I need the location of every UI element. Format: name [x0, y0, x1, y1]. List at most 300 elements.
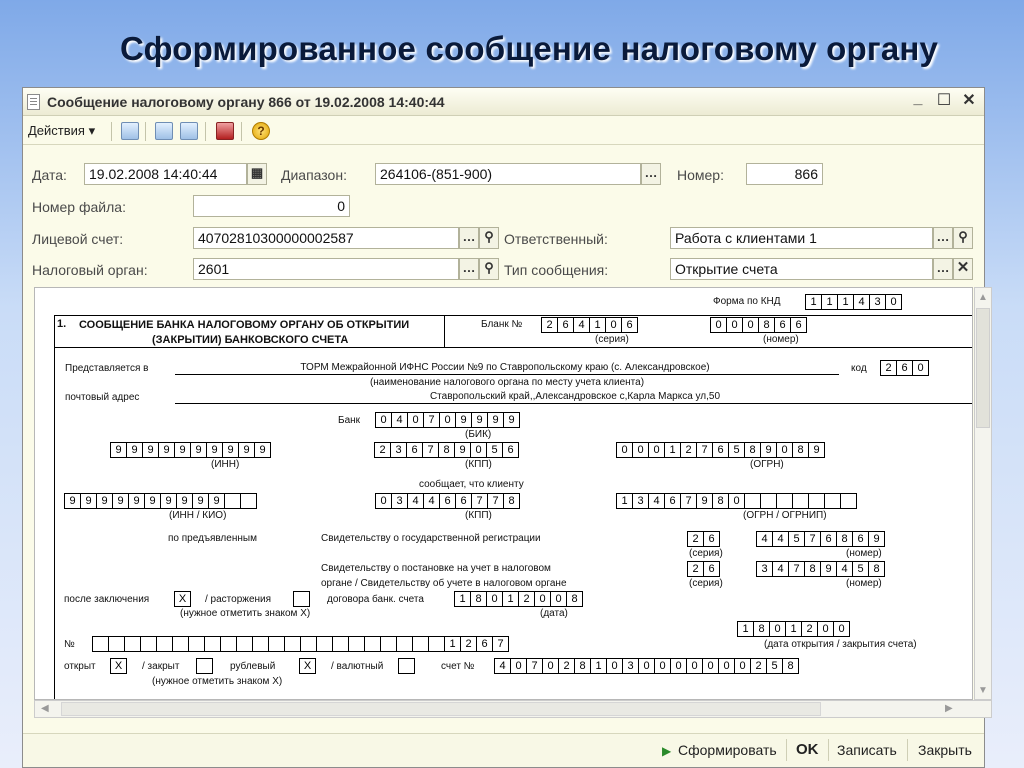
form-cell: 9	[112, 493, 129, 509]
form-cell: 6	[774, 317, 791, 333]
form-cell: 0	[670, 658, 687, 674]
form-cell: 9	[455, 412, 472, 428]
form-cell: 8	[836, 531, 853, 547]
form-cell: 2	[460, 636, 477, 652]
slide-title: Сформированное сообщение налоговому органу	[120, 30, 939, 67]
form-cell: 8	[804, 561, 821, 577]
number-field[interactable]: 866	[746, 163, 823, 185]
reg-series-caption: (серия)	[689, 548, 723, 559]
form-cell: 8	[792, 442, 809, 458]
scroll-down-icon[interactable]: ▼	[978, 685, 988, 696]
responsible-label: Ответственный:	[504, 231, 608, 247]
form-cell: 2	[541, 317, 558, 333]
tax-reg-series-cells	[687, 561, 720, 577]
form-cell	[760, 493, 777, 509]
form-cell: 4	[494, 658, 511, 674]
termination-mark-cell	[293, 591, 310, 607]
window-titlebar	[23, 88, 984, 116]
form-cell: 0	[718, 658, 735, 674]
form-cell	[808, 493, 825, 509]
form-cell	[364, 636, 381, 652]
form-cell: 9	[174, 442, 191, 458]
form-cell: 9	[487, 412, 504, 428]
opened-label: открыт	[64, 661, 96, 672]
presented-label: по предъявленным	[168, 533, 257, 544]
bank-label: Банк	[338, 415, 361, 426]
form-cell: 9	[144, 493, 161, 509]
ok-button[interactable]: OK	[796, 741, 819, 758]
form-cell: 5	[486, 442, 503, 458]
form-cell: 6	[502, 442, 519, 458]
client-ogrn-caption: (ОГРН / ОГРНИП)	[743, 510, 827, 521]
form-cell: 9	[110, 442, 127, 458]
form-cell	[792, 493, 809, 509]
bik-caption: (БИК)	[465, 429, 492, 440]
client-kpp-caption: (КПП)	[465, 510, 492, 521]
form-cell: 6	[703, 531, 720, 547]
form-cell: 4	[772, 561, 789, 577]
knd-cells	[805, 294, 902, 310]
no-label: №	[64, 639, 75, 650]
reports-client-label: сообщает, что клиенту	[419, 479, 524, 490]
form-cell: 8	[758, 317, 775, 333]
form-cell: 5	[766, 658, 783, 674]
form-cell: 9	[158, 442, 175, 458]
range-label: Диапазон:	[281, 167, 347, 183]
form-cell: 7	[422, 442, 439, 458]
form-cell: 0	[439, 412, 456, 428]
ruble-label: рублевый	[230, 661, 276, 672]
kpp-caption: (КПП)	[465, 459, 492, 470]
form-cell: 0	[833, 621, 850, 637]
msg-type-field[interactable]: Открытие счета	[670, 258, 933, 280]
generate-button[interactable]: Сформировать	[678, 742, 777, 758]
form-cell: 3	[869, 294, 886, 310]
form-cell	[172, 636, 189, 652]
form-cell	[156, 636, 173, 652]
kod-label: код	[851, 363, 867, 374]
form-cell	[240, 493, 257, 509]
help-icon[interactable]: ?	[252, 122, 270, 140]
form-cell: 2	[374, 442, 391, 458]
form-cell: 3	[756, 561, 773, 577]
client-kpp-cells	[375, 493, 520, 509]
date-label: Дата:	[32, 167, 67, 183]
form-cell: 0	[632, 442, 649, 458]
form-cell: 1	[785, 621, 802, 637]
form-cell: 9	[820, 561, 837, 577]
form-cell: 3	[622, 658, 639, 674]
section-number: 1.	[57, 318, 67, 330]
form-cell: 4	[407, 493, 424, 509]
kpp-cells	[374, 442, 519, 458]
form-cell	[348, 636, 365, 652]
form-cell: 2	[687, 531, 704, 547]
after-mark-cell: X	[174, 591, 191, 607]
postal-label: почтовый адрес	[65, 392, 140, 403]
form-cell: 9	[222, 442, 239, 458]
form-cell: 9	[471, 412, 488, 428]
ogrn-caption: (ОГРН)	[750, 459, 784, 470]
form-cell: 8	[566, 591, 583, 607]
form-cell: 4	[836, 561, 853, 577]
account-no-label: счет №	[441, 661, 475, 672]
blank-number-caption: (номер)	[763, 334, 799, 345]
form-cell	[92, 636, 109, 652]
currency-label: / валютный	[331, 661, 384, 672]
open-date-caption: (дата открытия / закрытия счета)	[764, 639, 917, 650]
form-cell: 9	[238, 442, 255, 458]
form-cell	[204, 636, 221, 652]
form-cell: 9	[128, 493, 145, 509]
blank-series-cells	[541, 317, 638, 333]
tax-org-caption: (наименование налогового органа по месту учета клиента)	[369, 377, 645, 388]
inn-caption: (ИНН)	[211, 459, 240, 470]
form-cell: 0	[616, 442, 633, 458]
bottom-bar	[23, 733, 984, 767]
form-cell: 9	[80, 493, 97, 509]
form-cell: 1	[664, 442, 681, 458]
form-cell	[268, 636, 285, 652]
form-cell: 9	[760, 442, 777, 458]
form-cell: 7	[788, 561, 805, 577]
form-cell: 8	[712, 493, 729, 509]
ruble-mark-cell: X	[299, 658, 316, 674]
form-cell: 0	[728, 493, 745, 509]
form-cell	[840, 493, 857, 509]
form-cell: 8	[503, 493, 520, 509]
form-cell: 8	[753, 621, 770, 637]
reg-number-cells	[756, 531, 885, 547]
form-cell: 8	[782, 658, 799, 674]
form-cell: 9	[142, 442, 159, 458]
form-cell: 6	[712, 442, 729, 458]
form-cell: 2	[518, 591, 535, 607]
toolbar	[23, 117, 984, 145]
tax-reg-line-2: органе / Свидетельству об учете в налоговом органе	[321, 578, 567, 589]
opened-mark-cell: X	[110, 658, 127, 674]
window-title: Сообщение налоговому органу 866 от 19.02.2008 14:40:44	[47, 94, 445, 110]
form-cell: 0	[648, 442, 665, 458]
client-ogrn-cells	[616, 493, 857, 509]
blank-number-cells	[710, 317, 807, 333]
calendar-icon[interactable]: ▦	[247, 163, 267, 185]
form-cell	[428, 636, 445, 652]
msg-type-clear-icon[interactable]: ✕	[953, 258, 973, 280]
form-cell: 7	[487, 493, 504, 509]
form-cell: 3	[390, 442, 407, 458]
form-cell	[236, 636, 253, 652]
close-window-button[interactable]: ✕	[962, 92, 976, 109]
form-heading-1: СООБЩЕНИЕ БАНКА НАЛОГОВОМУ ОРГАНУ ОБ ОТКРЫТИИ	[79, 319, 410, 331]
post-document-icon[interactable]	[121, 122, 139, 140]
closed-mark-cell	[196, 658, 213, 674]
currency-mark-cell	[398, 658, 415, 674]
contract-date-cells	[454, 591, 583, 607]
form-cell: 1	[805, 294, 822, 310]
tax-org-search-icon[interactable]: ⚲	[479, 258, 499, 280]
form-cell: 0	[534, 591, 551, 607]
form-cell: 2	[687, 561, 704, 577]
form-cell	[776, 493, 793, 509]
horizontal-scroll-thumb[interactable]	[61, 702, 821, 716]
form-cell	[396, 636, 413, 652]
save-button[interactable]: Записать	[837, 742, 897, 758]
form-cell: 9	[64, 493, 81, 509]
form-cell: 0	[734, 658, 751, 674]
form-cell	[300, 636, 317, 652]
form-cell: 0	[375, 412, 392, 428]
form-cell: 1	[737, 621, 754, 637]
form-cell: 3	[391, 493, 408, 509]
contract-date-caption: (дата)	[540, 608, 568, 619]
form-cell: 0	[550, 591, 567, 607]
form-cell: 0	[912, 360, 929, 376]
form-cell: 6	[557, 317, 574, 333]
form-cell: 0	[776, 442, 793, 458]
form-cell: 8	[744, 442, 761, 458]
form-cell: 9	[96, 493, 113, 509]
form-cell: 4	[772, 531, 789, 547]
form-cell: 0	[605, 317, 622, 333]
postal-address: Ставропольский край,,Александровское с,Карла Маркса ул,50	[429, 391, 721, 402]
account-select-button[interactable]: …	[459, 227, 479, 249]
message-window	[22, 87, 988, 768]
form-cell: 9	[176, 493, 193, 509]
form-cell: 0	[702, 658, 719, 674]
form-cell: 1	[502, 591, 519, 607]
form-cell: 1	[589, 317, 606, 333]
form-cell	[188, 636, 205, 652]
form-cell: 6	[621, 317, 638, 333]
form-cell: 0	[817, 621, 834, 637]
tax-reg-line-1: Свидетельству о постановке на учет в налоговом	[321, 563, 551, 574]
tax-org-label: Налоговый орган:	[32, 262, 148, 278]
close-button[interactable]: Закрыть	[918, 742, 972, 758]
copy-document-icon[interactable]	[180, 122, 198, 140]
scroll-left-icon[interactable]: ◀	[41, 703, 49, 714]
form-cell	[824, 493, 841, 509]
form-cell: 9	[454, 442, 471, 458]
msg-type-label: Тип сообщения:	[504, 262, 609, 278]
form-cell: 6	[476, 636, 493, 652]
contract-label: договора банк. счета	[327, 594, 424, 605]
form-heading-2: (ЗАКРЫТИИ) БАНКОВСКОГО СЧЕТА	[152, 334, 349, 346]
form-cell: 0	[510, 658, 527, 674]
form-cell	[744, 493, 761, 509]
form-cell: 0	[654, 658, 671, 674]
termination-label: / расторжения	[205, 594, 272, 605]
form-cell: 9	[208, 493, 225, 509]
mark-note-2: (нужное отметить знаком X)	[152, 676, 283, 687]
responsible-select-button[interactable]: …	[933, 227, 953, 249]
document-form[interactable]	[34, 287, 973, 700]
tax-org-select-button[interactable]: …	[459, 258, 479, 280]
scroll-right-icon[interactable]: ▶	[945, 703, 953, 714]
form-cell: 1	[821, 294, 838, 310]
form-cell: 9	[192, 493, 209, 509]
form-cell: 6	[664, 493, 681, 509]
refresh-icon[interactable]	[155, 122, 173, 140]
form-cell: 0	[742, 317, 759, 333]
after-label: после заключения	[64, 594, 150, 605]
form-cell: 6	[896, 360, 913, 376]
form-cell: 0	[885, 294, 902, 310]
minimize-button[interactable]: _	[913, 90, 923, 107]
scroll-up-icon[interactable]: ▲	[978, 292, 988, 303]
form-cell	[108, 636, 125, 652]
tax-org-name: ТОРМ Межрайонной ИФНС России №9 по Ставропольскому краю (с. Александровское)	[300, 362, 710, 373]
actions-menu[interactable]: Действия ▾	[28, 123, 96, 138]
form-cell	[316, 636, 333, 652]
form-cell: 6	[439, 493, 456, 509]
vertical-scroll-thumb[interactable]	[976, 308, 990, 428]
form-cell	[380, 636, 397, 652]
form-cell	[140, 636, 157, 652]
form-cell: 0	[606, 658, 623, 674]
play-icon: ▶	[662, 744, 672, 758]
account-label: Лицевой счет:	[32, 231, 124, 247]
form-cell: 1	[444, 636, 461, 652]
form-cell	[252, 636, 269, 652]
form-cell: 0	[542, 658, 559, 674]
print-icon[interactable]	[216, 122, 234, 140]
form-cell: 9	[808, 442, 825, 458]
form-cell: 4	[756, 531, 773, 547]
form-cell: 0	[486, 591, 503, 607]
form-cell: 7	[680, 493, 697, 509]
account-search-icon[interactable]: ⚲	[479, 227, 499, 249]
form-cell: 1	[454, 591, 471, 607]
file-number-label: Номер файла:	[32, 199, 126, 215]
form-cell: 9	[254, 442, 271, 458]
form-cell	[224, 493, 241, 509]
responsible-search-icon[interactable]: ⚲	[953, 227, 973, 249]
reg-series-cells	[687, 531, 720, 547]
form-cell: 6	[820, 531, 837, 547]
form-cell: 5	[728, 442, 745, 458]
form-cell	[332, 636, 349, 652]
form-cell: 0	[470, 442, 487, 458]
tax-reg-series-caption: (серия)	[689, 578, 723, 589]
vertical-scrollbar[interactable]	[974, 287, 992, 700]
form-cell: 5	[788, 531, 805, 547]
kod-cells	[880, 360, 929, 376]
range-field[interactable]: 264106-(851-900)	[375, 163, 641, 185]
presented-to-label: Представляется в	[65, 363, 149, 374]
form-cell: 4	[423, 493, 440, 509]
form-cell: 1	[837, 294, 854, 310]
tax-reg-number-caption: (номер)	[846, 578, 882, 589]
horizontal-scrollbar[interactable]	[34, 700, 992, 718]
form-cell	[284, 636, 301, 652]
form-cell: 9	[503, 412, 520, 428]
form-cell: 2	[801, 621, 818, 637]
reg-number-caption: (номер)	[846, 548, 882, 559]
form-cell: 4	[391, 412, 408, 428]
form-cell: 9	[696, 493, 713, 509]
form-cell: 8	[868, 561, 885, 577]
mark-note: (нужное отметить знаком X)	[180, 608, 311, 619]
account-number-cells	[494, 658, 799, 674]
msg-type-select-button[interactable]: …	[933, 258, 953, 280]
form-cell: 7	[423, 412, 440, 428]
form-cell: 0	[710, 317, 727, 333]
form-cell: 7	[526, 658, 543, 674]
form-cell: 0	[769, 621, 786, 637]
state-reg-label: Свидетельству о государственной регистрации	[321, 533, 541, 544]
form-cell: 8	[438, 442, 455, 458]
blank-series-caption: (серия)	[595, 334, 629, 345]
form-cell: 6	[406, 442, 423, 458]
form-cell: 8	[470, 591, 487, 607]
form-cell: 7	[471, 493, 488, 509]
range-select-button[interactable]: …	[641, 163, 661, 185]
form-cell	[124, 636, 141, 652]
closed-label: / закрыт	[142, 661, 180, 672]
maximize-button[interactable]: ☐	[936, 92, 952, 109]
form-cell: 2	[558, 658, 575, 674]
form-cell: 7	[804, 531, 821, 547]
ogrn-cells	[616, 442, 825, 458]
form-cell: 0	[726, 317, 743, 333]
form-cell: 9	[126, 442, 143, 458]
form-cell: 5	[852, 561, 869, 577]
form-cell: 6	[852, 531, 869, 547]
form-cell: 4	[648, 493, 665, 509]
tax-org-field[interactable]: 2601	[193, 258, 459, 280]
form-cell: 0	[638, 658, 655, 674]
form-cell: 4	[853, 294, 870, 310]
blank-label: Бланк №	[481, 319, 523, 330]
form-cell: 1	[616, 493, 633, 509]
form-cell: 6	[790, 317, 807, 333]
form-cell: 2	[680, 442, 697, 458]
form-cell: 6	[455, 493, 472, 509]
knd-label: Форма по КНД	[713, 296, 781, 307]
no-cells	[92, 636, 509, 652]
form-cell: 2	[750, 658, 767, 674]
client-inn-cells	[64, 493, 257, 509]
form-cell: 2	[880, 360, 897, 376]
client-inn-caption: (ИНН / КИО)	[169, 510, 227, 521]
form-cell: 9	[190, 442, 207, 458]
open-date-cells	[737, 621, 850, 637]
form-cell: 8	[574, 658, 591, 674]
form-cell: 9	[160, 493, 177, 509]
form-cell	[220, 636, 237, 652]
account-field[interactable]: 40702810300000002587	[193, 227, 459, 249]
form-cell: 9	[206, 442, 223, 458]
document-icon	[27, 94, 40, 110]
form-cell: 3	[632, 493, 649, 509]
form-cell: 0	[407, 412, 424, 428]
responsible-field[interactable]: Работа с клиентами 1	[670, 227, 933, 249]
tax-reg-number-cells	[756, 561, 885, 577]
form-cell: 1	[590, 658, 607, 674]
number-label: Номер:	[677, 167, 724, 183]
form-cell: 0	[375, 493, 392, 509]
form-cell: 4	[573, 317, 590, 333]
form-cell: 6	[703, 561, 720, 577]
inn-cells	[110, 442, 271, 458]
form-cell: 0	[686, 658, 703, 674]
form-cell: 7	[696, 442, 713, 458]
form-cell: 7	[492, 636, 509, 652]
file-number-field[interactable]: 0	[193, 195, 350, 217]
form-cell: 9	[868, 531, 885, 547]
date-field[interactable]: 19.02.2008 14:40:44	[84, 163, 247, 185]
